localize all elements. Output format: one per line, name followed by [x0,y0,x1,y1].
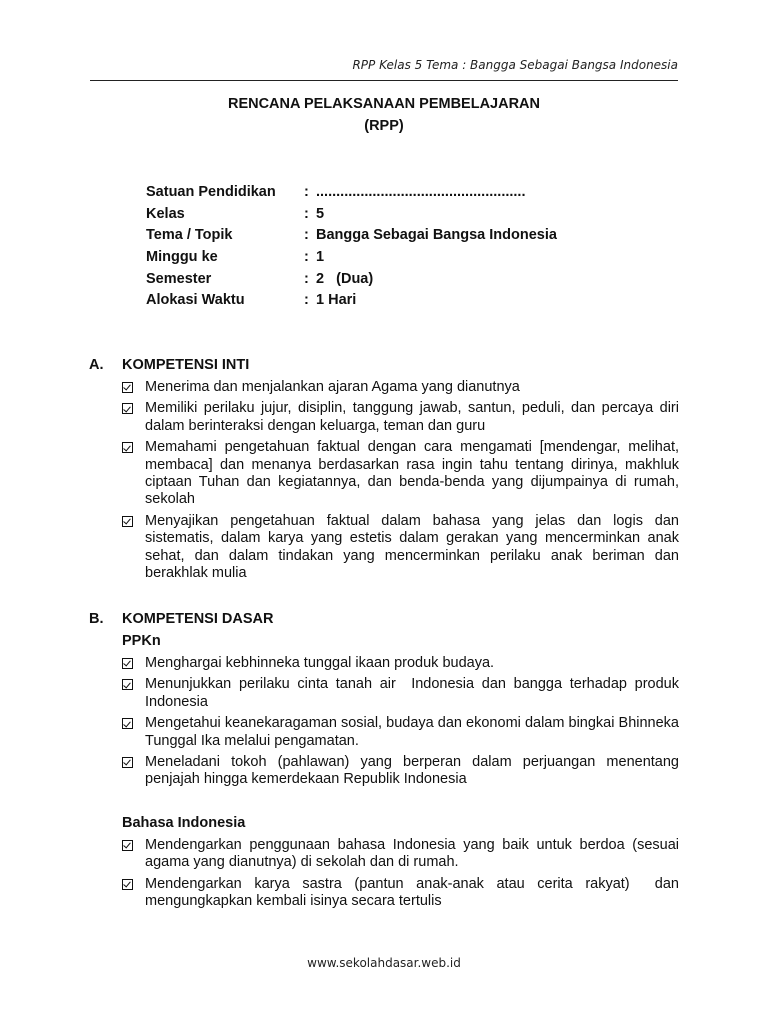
checkbox-icon [122,840,133,851]
identity-label: Minggu ke [146,249,218,266]
section-kompetensi-inti [89,355,679,582]
list-item-text: Meneladani tokoh (pahlawan) yang berperan dalam perjuangan menentang penjajah hingga kemerdekaan Republik Indonesia [145,754,679,788]
identity-label: Kelas [146,205,185,222]
running-header: RPP Kelas 5 Tema : Bangga Sebagai Bangsa Indonesia [352,58,678,72]
identity-colon: : [304,227,309,244]
checkbox-icon [122,442,133,453]
checklist [89,836,684,911]
list-item [122,655,679,672]
list-item-text: Mendengarkan penggunaan bahasa Indonesia yang baik untuk berdoa (sesuai agama yang dianutnya) di sekolah dan di rumah. [145,836,679,871]
identity-colon: : [304,205,309,222]
identity-value: 1 [316,249,325,266]
section-title: KOMPETENSI INTI [122,357,250,373]
identity-row [146,290,557,312]
identity-row [146,269,557,291]
checkbox-icon [122,382,133,393]
identity-label: Satuan Pendidikan [146,184,276,200]
checklist [89,655,684,789]
list-item [122,837,679,872]
identity-row [146,225,557,247]
identity-row [146,247,557,269]
list-item-text: Menunjukkan perilaku cinta tanah air Indonesia dan bangga terhadap produk Indonesia [145,676,684,710]
header-rule [90,80,678,81]
section-title: KOMPETENSI DASAR [122,611,274,627]
checkbox-icon [122,718,133,729]
list-item [122,754,679,789]
list-item [122,379,679,396]
identity-colon: : [304,292,309,309]
checkbox-icon [122,679,133,690]
section-kompetensi-dasar [89,609,684,910]
identity-colon: : [304,249,309,266]
footer-url: www.sekolahdasar.web.id [307,956,461,970]
list-item-text: Mengetahui keanekaragaman sosial, budaya dan ekonomi dalam bingkai Bhinneka Tunggal Ika melalui pengamatan. [145,715,679,749]
list-item [122,439,679,509]
section-heading [89,609,679,629]
list-item-text: Memiliki perilaku jujur, disiplin, tanggung jawab, santun, peduli, dan percaya diri dalam berinteraksi dengan keluarga, teman dan guru [145,400,679,434]
section-letter: B. [89,611,104,627]
identity-label: Tema / Topik [146,227,233,244]
subject-heading-bahasa: Bahasa Indonesia [122,814,246,831]
identity-colon: : [304,184,309,200]
identity-table [146,182,557,312]
checkbox-icon [122,879,133,890]
list-item [122,875,684,911]
identity-label: Semester [146,270,212,287]
list-item-text: Menyajikan pengetahuan faktual dalam bahasa yang jelas dan logis dan sistematis, dalam karya yang estetis dalam gerakan yang mencerminkan anak sehat, dan dalam tindakan yang mencerminkan perilaku anak beriman dan berakhlak mulia [145,512,679,582]
list-item [122,400,679,435]
identity-value: Bangga Sebagai Bangsa Indonesia [316,227,557,244]
checkbox-icon [122,757,133,768]
list-item-text: Menerima dan menjalankan ajaran Agama yang dianutnya [145,379,520,395]
checklist [89,379,679,582]
list-item-text: Memahami pengetahuan faktual dengan cara mengamati [mendengar, melihat, membaca] dan menanya berdasarkan rasa ingin tahu tentang dirinya, makhluk ciptaan Tuhan dan kegiatannya, dan benda-benda yang dijumpainya di rumah, sekolah [145,439,679,508]
checkbox-icon [122,403,133,414]
identity-colon: : [304,270,309,287]
identity-label: Alokasi Waktu [146,292,245,309]
list-item [122,513,679,583]
subject-heading-ppkn: PPKn [122,633,161,649]
list-item-text: Menghargai kebhinneka tunggal ikaan produk budaya. [145,655,495,671]
section-heading [89,355,679,375]
identity-value: 2 (Dua) [316,270,374,287]
identity-row [146,182,557,204]
identity-value: 1 Hari [316,292,357,309]
list-item [122,676,684,711]
checkbox-icon [122,516,133,527]
identity-row [146,204,557,226]
document-subtitle: (RPP) [364,118,404,134]
document-title: RENCANA PELAKSANAAN PEMBELAJARAN [227,96,541,112]
identity-value: 5 [316,205,325,222]
list-item-text: Mendengarkan karya sastra (pantun anak-anak atau cerita rakyat) dan mengungkapkan kembali isinya secara tertulis [145,875,684,910]
identity-value: .................................................... [316,184,526,200]
checkbox-icon [122,658,133,669]
list-item [122,715,679,750]
section-letter: A. [89,357,104,373]
